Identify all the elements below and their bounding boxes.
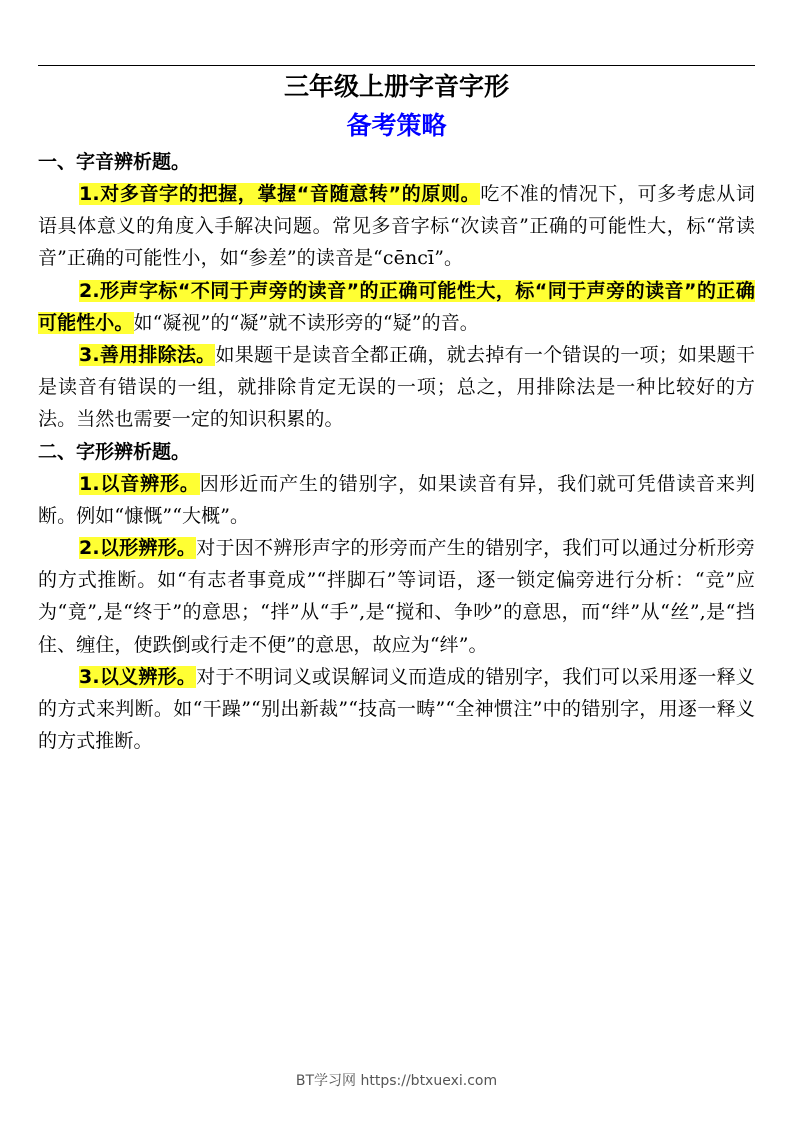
highlighted-rule: 3.善用排除法。 [79,344,216,367]
highlighted-rule: 3.以义辨形。 [79,665,197,688]
paragraph-text: 吃不准的情况下，可多考虑从词语具体意义的角度入手解决问题。常见多音字标“次读音”正确的可能性大，标“常读音”正确的可能性小，如“参差”的读音是“cēncī”。 [38,183,755,270]
paragraph [38,339,755,436]
highlighted-rule: 1.对多音字的把握，掌握“音随意转”的原则。 [79,183,481,205]
paragraph-text: 对于不明词义或误解词义而造成的错别字，我们可以采用逐一释义的方式来判断。如“干躁”“别出新裁”“技高一畴”“全神惯注”中的错别字，用逐一释义的方式推断。 [38,665,756,753]
paragraph [38,275,755,339]
document-body [38,66,755,757]
page-subtitle: 备考策略 [346,111,447,140]
page-title: 三年级上册字音字形 [283,72,509,101]
paragraph-text: 如“凝视”的“凝”就不读形旁的“疑”的音。 [133,311,479,334]
section-zi-xing [38,436,755,758]
paragraph [38,468,755,532]
paragraph [38,661,755,758]
section-heading: 二、字形辨析题。 [38,440,191,463]
paragraph-text: 对于因不辨形声字的形旁而产生的错别字，我们可以通过分析形旁的方式推断。如“有志者事竟成”“拌脚石”等词语，逐一锁定偏旁进行分析：“竞”应为“竟”,是“终于”的意思；“拌”从“手”,是“搅和、争吵”的意思，而“绊”从“丝”,是“挡住、缠住，使跌倒或行走不便”的意思，故应为“绊”。 [38,537,756,656]
footer-watermark: BT学习网 https://btxuexi.com [295,1073,498,1089]
highlighted-rule: 2.形声字标“不同于声旁的读音”的正确可能性大，标“同于声旁的读音”的正确可能性小。 [38,279,755,334]
paragraph [38,532,755,661]
paragraph-text: 如果题干是读音全都正确，就去掉有一个错误的一项；如果题干是读音有错误的一组，就排除肯定无误的一项；总之，用排除法是一种比较好的方法。当然也需要一定的知识积累的。 [38,344,755,431]
highlighted-rule: 2.以形辨形。 [79,537,197,560]
section-zi-yin [38,146,755,436]
highlighted-rule: 1.以音辨形。 [79,472,200,495]
paragraph-text: 因形近而产生的错别字，如果读音有异，我们就可凭借读音来判断。例如“慷慨”“大概”。 [38,472,755,527]
paragraph [38,178,755,275]
section-heading: 一、字音辨析题。 [38,151,191,173]
